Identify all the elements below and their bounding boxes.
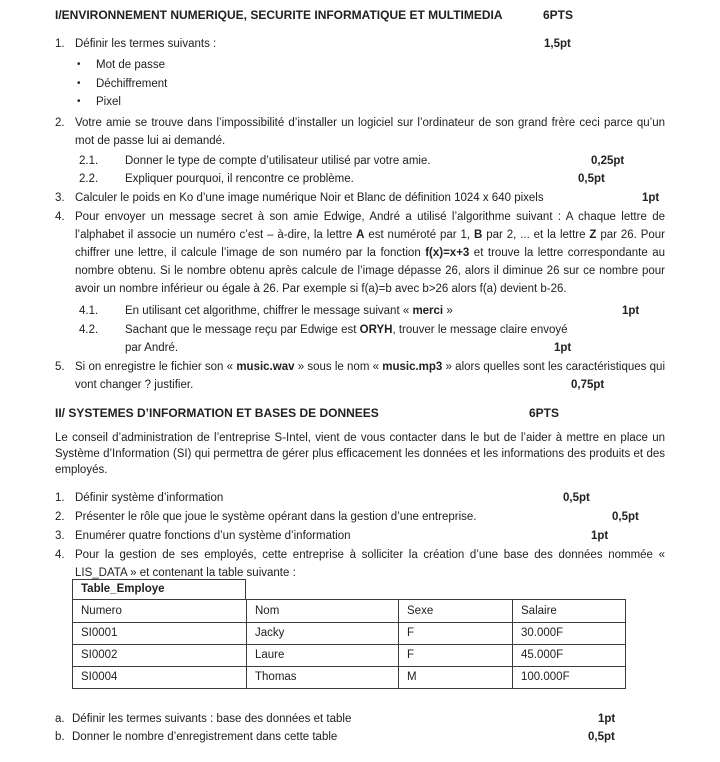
- question-a-number: a.: [55, 712, 65, 725]
- bullet-label: Déchiffrement: [96, 77, 168, 90]
- s2-question-1-text: Définir système d’information: [75, 491, 224, 504]
- s2-question-3-text: Enumérer quatre fonctions d’un système d’information: [75, 529, 351, 542]
- table-cell: SI0002: [73, 644, 247, 666]
- s2-question-3-points: 1pt: [591, 529, 609, 542]
- table-cell: Jacky: [247, 622, 399, 644]
- list-item: [55, 93, 665, 112]
- s2-question-2-text: Présenter le rôle que joue le système opérant dans la gestion d’une entreprise.: [75, 510, 477, 523]
- table-cell: F: [399, 622, 513, 644]
- section-2-points: 6PTS: [529, 405, 560, 420]
- table-header-cell: Sexe: [399, 599, 513, 622]
- table-row: [73, 622, 626, 644]
- question-4: [55, 208, 665, 298]
- question-5-number: 5.: [55, 360, 65, 373]
- table-cell: 100.000F: [513, 666, 626, 688]
- question-5-text: Si on enregistre le fichier son « music.wav » sous le nom « music.mp3 » alors quelles sont les caractéristiques qui vont changer ? justifier.: [75, 360, 665, 391]
- section-1-points: 6PTS: [543, 8, 574, 22]
- question-1-points: 1,5pt: [544, 38, 571, 50]
- s2-question-4-number: 4.: [55, 548, 65, 561]
- list-item: [55, 56, 665, 75]
- s2-question-1-points: 0,5pt: [563, 491, 590, 504]
- section-2-question-3: [55, 527, 665, 545]
- question-2-text: Votre amie se trouve dans l’impossibilité d’installer un logiciel sur l’ordinateur de son grand frère ceci parce qu’un mot de passe lui ai demandé.: [75, 116, 665, 147]
- table-row: [73, 666, 626, 688]
- table-header-cell: Numero: [73, 599, 247, 622]
- section-2-title: II/ SYSTEMES D’INFORMATION ET BASES DE DONNEES: [55, 405, 379, 420]
- table-cell: SI0004: [73, 666, 247, 688]
- table-cell: F: [399, 644, 513, 666]
- employee-table-name: Table_Employe: [72, 579, 246, 600]
- question-5: [55, 358, 665, 394]
- s2-question-4-text: Pour la gestion de ses employés, cette entreprise à solliciter la création d’une base des données nommée « LIS_DATA » et contenant la table suivante :: [75, 548, 665, 579]
- employee-table: [72, 599, 626, 689]
- section-1-heading: [55, 6, 665, 24]
- question-4-2: [55, 321, 570, 357]
- question-a: [55, 710, 665, 728]
- table-header-cell: Salaire: [513, 599, 626, 622]
- bullet-icon: •: [77, 59, 81, 70]
- table-row: [73, 644, 626, 666]
- question-3-text: Calculer le poids en Ko d’une image numérique Noir et Blanc de définition 1024 x 640 pixels: [75, 191, 544, 204]
- table-cell: 30.000F: [513, 622, 626, 644]
- question-2-2: [55, 170, 665, 188]
- bullet-label: Mot de passe: [96, 59, 166, 71]
- table-cell: M: [399, 666, 513, 688]
- question-b: [55, 728, 665, 746]
- question-2-1-number: 2.1.: [79, 154, 99, 167]
- section-2-question-4: [55, 546, 665, 582]
- bullet-icon: •: [77, 96, 81, 108]
- section-2-intro: Le conseil d’administration de l’entreprise S-Intel, vient de vous contacter dans le but de l’aider à mettre en place un Système d’Information (SI) qui permettra de gérer plus efficacement les données et les informations des produits et des employés.: [55, 431, 665, 476]
- question-4-2-points: 1pt: [554, 341, 572, 354]
- s2-question-3-number: 3.: [55, 529, 65, 542]
- question-4-text: Pour envoyer un message secret à son amie Edwige, André a utilisé l’algorithme suivant : A chaque lettre de l’alphabet il associe un numéro c’est – à-dire, la lettre A est numéroté par 1, B par 2, ... et la lettre Z par 26. Pour chiffrer une lettre, il calcule l’image de son numéro par la fonction f(x)=x+3 et trouve la lettre correspondante au nombre obtenu. Si le nombre obtenu après calcule de l’image dépasse 26, alors il diminue 26 sur ce nombre pour avoir un nombre inférieur ou égale à 26. Par exemple si f(a)=b avec b>26 alors f(a) devient b-26.: [75, 210, 665, 295]
- section-2-question-2: [55, 508, 665, 526]
- question-4-1-number: 4.1.: [79, 304, 99, 317]
- section-2-question-1: [55, 489, 665, 507]
- s2-question-2-number: 2.: [55, 510, 65, 523]
- question-2-2-points: 0,5pt: [578, 172, 605, 185]
- s2-question-1-number: 1.: [55, 491, 65, 504]
- question-1-number: 1.: [55, 38, 65, 50]
- question-2-2-number: 2.2.: [79, 172, 99, 185]
- question-3-number: 3.: [55, 191, 65, 204]
- bullet-label: Pixel: [96, 96, 121, 109]
- question-5-points: 0,75pt: [571, 378, 605, 391]
- table-cell: Laure: [247, 644, 399, 666]
- question-2-1-text: Donner le type de compte d’utilisateur utilisé par votre amie.: [125, 154, 431, 167]
- question-a-text: Définir les termes suivants : base des données et table: [72, 712, 352, 725]
- question-1-bullet-list: [55, 56, 665, 112]
- list-item: [55, 75, 665, 94]
- table-cell: SI0001: [73, 622, 247, 644]
- question-2-1: [55, 152, 665, 170]
- question-4-1-text: En utilisant cet algorithme, chiffrer le message suivant « merci »: [125, 304, 453, 317]
- question-3-points: 1pt: [642, 191, 660, 204]
- question-2-1-points: 0,25pt: [591, 154, 625, 167]
- question-4-1-points: 1pt: [622, 304, 640, 317]
- table-cell: 45.000F: [513, 644, 626, 666]
- page-content: [55, 0, 665, 746]
- question-b-text: Donner le nombre d’enregistrement dans cette table: [72, 730, 338, 743]
- table-header-row: [73, 599, 626, 622]
- question-2: [55, 114, 665, 150]
- question-3: [55, 189, 665, 207]
- question-4-number: 4.: [55, 210, 65, 223]
- question-4-2-number: 4.2.: [79, 323, 99, 336]
- question-2-2-text: Expliquer pourquoi, il rencontre ce problème.: [125, 172, 354, 185]
- s2-question-2-points: 0,5pt: [612, 510, 639, 523]
- question-b-points: 0,5pt: [588, 730, 615, 743]
- section-2-heading: [55, 404, 665, 422]
- question-2-number: 2.: [55, 116, 65, 129]
- question-1: [55, 35, 665, 53]
- question-1-text: Définir les termes suivants :: [75, 38, 217, 50]
- table-cell: Thomas: [247, 666, 399, 688]
- question-4-2-text: Sachant que le message reçu par Edwige est ORYH, trouver le message claire envoyé par André.: [125, 323, 568, 354]
- question-b-number: b.: [55, 730, 65, 743]
- question-4-1: [55, 302, 665, 320]
- question-a-points: 1pt: [598, 712, 616, 725]
- bullet-icon: •: [77, 77, 81, 89]
- table-header-cell: Nom: [247, 599, 399, 622]
- section-1-title: I/ENVIRONNEMENT NUMERIQUE, SECURITE INFORMATIQUE ET MULTIMEDIA: [55, 8, 503, 22]
